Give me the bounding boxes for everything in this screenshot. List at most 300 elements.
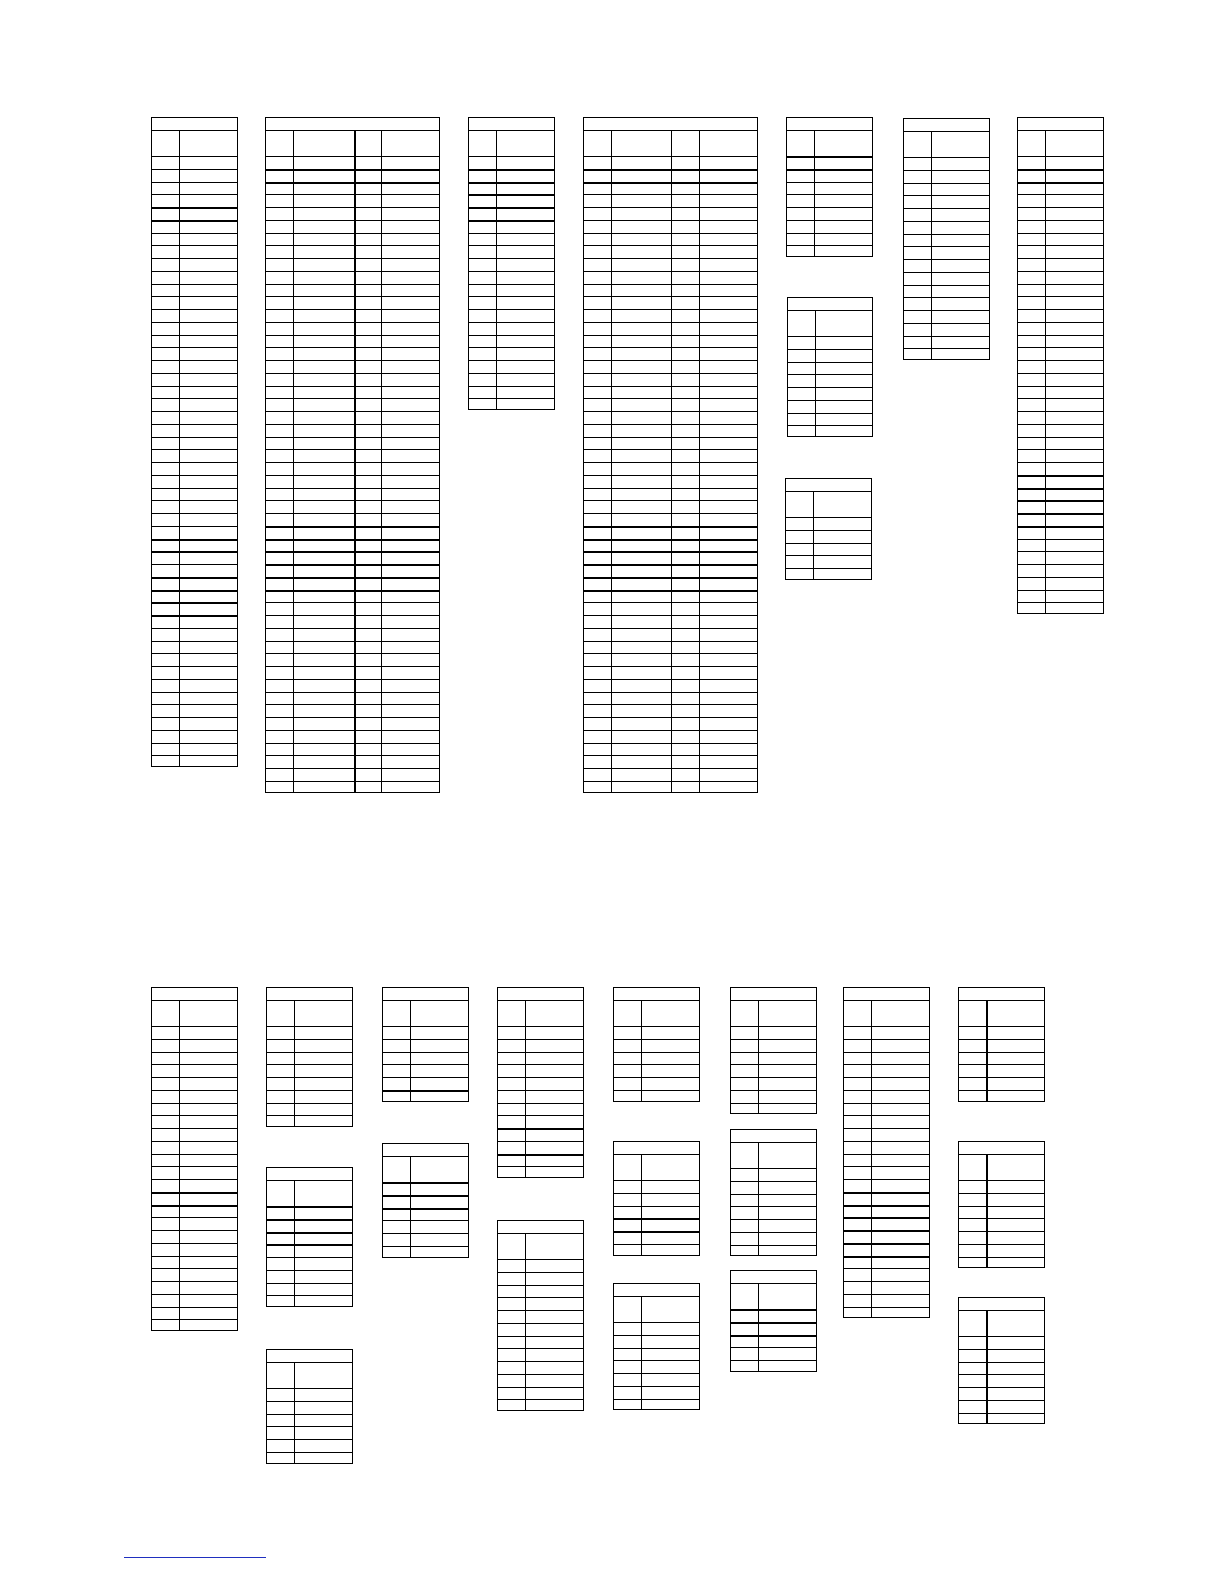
table-title-row	[152, 118, 237, 131]
table-title-row	[614, 988, 699, 1001]
table-row	[904, 259, 989, 273]
table-row	[152, 1154, 237, 1168]
table-row	[844, 1268, 929, 1282]
table-title-row	[267, 1350, 352, 1363]
table-row	[1018, 373, 1103, 387]
table-row	[788, 349, 872, 363]
table-row	[267, 1039, 352, 1053]
table-row	[152, 373, 237, 387]
table-row	[267, 1090, 352, 1104]
table-row	[266, 245, 439, 259]
table-row	[788, 374, 872, 388]
bottom-table-9	[613, 987, 700, 1102]
table-row	[1018, 526, 1103, 540]
table-row	[844, 1026, 929, 1040]
table-row	[152, 462, 237, 476]
table-row	[731, 1155, 816, 1169]
table-row	[788, 413, 872, 427]
table-row	[469, 271, 554, 285]
table-row	[498, 1246, 583, 1260]
table-row	[584, 398, 757, 412]
table-row	[152, 1166, 237, 1180]
table-row	[469, 143, 554, 157]
table-row	[1018, 182, 1103, 196]
table-row	[498, 1323, 583, 1337]
table-row	[584, 628, 757, 642]
table-row	[844, 1064, 929, 1078]
table-row	[959, 1387, 1044, 1401]
table-row	[584, 309, 757, 323]
top-table-4	[583, 117, 758, 793]
table-title-row	[267, 988, 352, 1001]
table-row	[266, 615, 439, 629]
table-row	[731, 1052, 816, 1066]
table-row	[266, 462, 439, 476]
table-row	[498, 1039, 583, 1053]
table-row	[904, 297, 989, 311]
table-row	[152, 169, 237, 183]
table-row	[152, 551, 237, 565]
table-row	[152, 233, 237, 247]
table-row	[584, 462, 757, 476]
table-row	[498, 1090, 583, 1104]
table-row	[1018, 551, 1103, 565]
table-row	[266, 602, 439, 616]
table-row	[152, 335, 237, 349]
table-row	[904, 310, 989, 324]
table-row	[266, 666, 439, 680]
table-row	[731, 1181, 816, 1195]
table-row	[844, 1090, 929, 1104]
table-row	[959, 1400, 1044, 1414]
table-row	[904, 157, 989, 171]
table-row	[584, 411, 757, 425]
table-row	[498, 1154, 583, 1168]
table-row	[1018, 296, 1103, 310]
table-row	[152, 360, 237, 374]
table-row	[584, 488, 757, 502]
table-title-row	[731, 1271, 816, 1284]
table-row	[152, 322, 237, 336]
table-row	[904, 246, 989, 260]
table-row	[787, 182, 872, 196]
table-title-row	[959, 1142, 1044, 1155]
table-row	[614, 1373, 699, 1387]
table-row	[266, 220, 439, 234]
table-row	[844, 1256, 929, 1270]
bottom-table-4	[266, 1349, 353, 1464]
table-row	[266, 437, 439, 451]
table-row	[584, 347, 757, 361]
table-row	[614, 1322, 699, 1336]
table-row	[469, 373, 554, 387]
table-row	[959, 1244, 1044, 1258]
table-row	[787, 207, 872, 221]
table-row	[152, 743, 237, 757]
table-row	[152, 679, 237, 693]
table-row	[266, 143, 439, 157]
table-title-row	[383, 988, 468, 1001]
table-title-row	[1018, 118, 1103, 131]
bottom-table-12	[730, 987, 817, 1114]
table-row	[614, 1335, 699, 1349]
table-row	[1018, 347, 1103, 361]
table-row	[904, 195, 989, 209]
table-row	[152, 615, 237, 629]
bottom-table-16	[958, 987, 1045, 1102]
table-row	[904, 170, 989, 184]
table-title-row	[787, 118, 872, 131]
table-row	[152, 641, 237, 655]
table-row	[152, 653, 237, 667]
table-row	[152, 500, 237, 514]
table-row	[904, 208, 989, 222]
top-table-3	[468, 117, 555, 410]
table-title-row	[786, 479, 871, 492]
table-row	[152, 1115, 237, 1129]
table-row	[266, 386, 439, 400]
table-row	[614, 1360, 699, 1374]
table-row	[584, 322, 757, 336]
table-row	[266, 258, 439, 272]
table-row	[1018, 143, 1103, 157]
table-row	[1018, 309, 1103, 323]
table-title-row	[731, 1130, 816, 1143]
top-table-6	[787, 297, 873, 437]
table-row	[152, 386, 237, 400]
table-row	[498, 1259, 583, 1273]
table-row	[266, 755, 439, 769]
table-row	[1018, 386, 1103, 400]
table-row	[1018, 564, 1103, 578]
table-row	[959, 1013, 1044, 1027]
table-row	[1018, 577, 1103, 591]
table-row	[266, 692, 439, 706]
table-row	[731, 1206, 816, 1220]
table-row	[267, 1388, 352, 1402]
table-row	[584, 360, 757, 374]
table-row	[267, 1426, 352, 1440]
table-row	[787, 194, 872, 208]
table-row	[266, 373, 439, 387]
table-row	[1018, 207, 1103, 221]
table-row	[584, 730, 757, 744]
table-row	[584, 717, 757, 731]
table-row	[844, 1039, 929, 1053]
table-row	[152, 717, 237, 731]
table-row	[844, 1103, 929, 1117]
table-row	[584, 182, 757, 196]
table-row	[584, 284, 757, 298]
table-row	[498, 1387, 583, 1401]
table-row	[498, 1026, 583, 1040]
bottom-table-5	[382, 987, 469, 1102]
bottom-table-8	[497, 1220, 584, 1411]
table-row	[614, 1013, 699, 1027]
table-row	[469, 322, 554, 336]
table-row	[904, 144, 989, 158]
table-row	[469, 296, 554, 310]
table-row	[959, 1064, 1044, 1078]
table-row	[1018, 233, 1103, 247]
table-row	[959, 1336, 1044, 1350]
table-row	[266, 743, 439, 757]
table-row	[1018, 194, 1103, 208]
table-row	[731, 1013, 816, 1027]
table-row	[267, 1270, 352, 1284]
table-row	[788, 336, 872, 350]
table-row	[786, 530, 871, 544]
table-row	[731, 1232, 816, 1246]
table-row	[266, 500, 439, 514]
table-row	[266, 449, 439, 463]
table-row	[152, 1205, 237, 1219]
table-row	[584, 653, 757, 667]
table-row	[267, 1375, 352, 1389]
table-row	[498, 1336, 583, 1350]
table-row	[584, 449, 757, 463]
table-row	[266, 360, 439, 374]
table-row	[152, 1039, 237, 1053]
table-row	[788, 387, 872, 401]
footer-rule	[124, 1557, 266, 1558]
table-row	[152, 156, 237, 170]
table-row	[584, 704, 757, 718]
table-row	[584, 233, 757, 247]
table-title-row	[788, 298, 872, 311]
table-row	[844, 1013, 929, 1027]
table-row	[152, 1090, 237, 1104]
table-title-row	[266, 118, 439, 131]
table-row	[1018, 398, 1103, 412]
table-row	[498, 1052, 583, 1066]
table-row	[266, 679, 439, 693]
table-row	[498, 1128, 583, 1142]
table-row	[614, 1026, 699, 1040]
table-row	[959, 1167, 1044, 1181]
table-row	[584, 641, 757, 655]
table-row	[731, 1168, 816, 1182]
table-row	[904, 221, 989, 235]
table-row	[266, 182, 439, 196]
table-row	[267, 1103, 352, 1117]
table-title-row	[614, 1142, 699, 1155]
table-row	[469, 309, 554, 323]
table-row	[469, 335, 554, 349]
table-row	[787, 220, 872, 234]
table-row	[614, 1039, 699, 1053]
table-row	[498, 1077, 583, 1091]
table-row	[152, 245, 237, 259]
table-row	[152, 1243, 237, 1257]
table-row	[383, 1220, 468, 1234]
table-row	[152, 666, 237, 680]
table-row	[904, 234, 989, 248]
table-row	[584, 437, 757, 451]
table-row	[267, 1026, 352, 1040]
table-row	[152, 1230, 237, 1244]
bottom-table-18	[958, 1297, 1045, 1424]
table-row	[266, 488, 439, 502]
table-row	[383, 1039, 468, 1053]
table-row	[959, 1026, 1044, 1040]
table-row	[584, 245, 757, 259]
table-row	[498, 1272, 583, 1286]
table-title-row	[498, 988, 583, 1001]
table-row	[266, 590, 439, 604]
table-row	[959, 1374, 1044, 1388]
table-row	[584, 424, 757, 438]
table-row	[584, 500, 757, 514]
table-row	[152, 1294, 237, 1308]
table-row	[731, 1347, 816, 1361]
bottom-table-11	[613, 1283, 700, 1410]
table-row	[584, 679, 757, 693]
table-row	[1018, 322, 1103, 336]
table-row	[959, 1206, 1044, 1220]
table-row	[844, 1294, 929, 1308]
table-row	[584, 755, 757, 769]
table-row	[614, 1180, 699, 1194]
table-row	[266, 704, 439, 718]
table-row	[1018, 335, 1103, 349]
table-row	[266, 628, 439, 642]
table-row	[584, 666, 757, 680]
table-row	[614, 1167, 699, 1181]
table-row	[614, 1064, 699, 1078]
table-row	[383, 1077, 468, 1092]
table-title-row	[614, 1284, 699, 1297]
table-row	[584, 296, 757, 310]
table-row	[1018, 245, 1103, 259]
table-row	[584, 373, 757, 387]
table-row	[267, 1414, 352, 1428]
bottom-table-13	[730, 1129, 817, 1256]
table-row	[266, 309, 439, 323]
table-row	[498, 1297, 583, 1311]
table-row	[152, 1064, 237, 1078]
table-row	[844, 1154, 929, 1168]
table-row	[152, 1281, 237, 1295]
table-row	[904, 272, 989, 286]
table-row	[266, 398, 439, 412]
top-table-2	[265, 117, 440, 793]
table-row	[266, 424, 439, 438]
table-row	[267, 1257, 352, 1271]
table-row	[787, 233, 872, 247]
table-row	[959, 1231, 1044, 1245]
table-row	[267, 1283, 352, 1297]
top-table-7	[785, 478, 872, 580]
table-title-row	[152, 988, 237, 1001]
table-row	[469, 347, 554, 361]
table-row	[731, 1219, 816, 1233]
table-row	[959, 1349, 1044, 1363]
table-row	[498, 1013, 583, 1027]
table-row	[498, 1361, 583, 1375]
table-row	[788, 323, 872, 337]
table-row	[266, 347, 439, 361]
table-row	[731, 1026, 816, 1040]
table-row	[614, 1231, 699, 1245]
table-row	[152, 704, 237, 718]
table-row	[152, 730, 237, 744]
table-row	[844, 1141, 929, 1155]
table-row	[266, 207, 439, 221]
table-row	[614, 1077, 699, 1091]
table-row	[844, 1166, 929, 1180]
table-row	[152, 1307, 237, 1321]
table-row	[266, 296, 439, 310]
table-row	[498, 1348, 583, 1362]
table-row	[267, 1401, 352, 1415]
table-row	[266, 730, 439, 744]
table-row	[584, 692, 757, 706]
table-row	[787, 169, 872, 183]
table-row	[152, 1217, 237, 1231]
table-title-row	[904, 119, 989, 132]
table-row	[584, 743, 757, 757]
table-row	[1018, 411, 1103, 425]
table-row	[267, 1013, 352, 1027]
table-row	[266, 194, 439, 208]
table-row	[152, 398, 237, 412]
bottom-table-1	[151, 987, 238, 1331]
table-row	[469, 233, 554, 247]
table-row	[844, 1077, 929, 1091]
table-row	[1018, 539, 1103, 553]
table-row	[152, 347, 237, 361]
table-row	[152, 1141, 237, 1155]
table-row	[1018, 590, 1103, 604]
table-row	[383, 1052, 468, 1066]
bottom-table-10	[613, 1141, 700, 1256]
table-row	[152, 1052, 237, 1066]
table-row	[731, 1039, 816, 1053]
table-title-row	[267, 1168, 352, 1181]
table-row	[731, 1064, 816, 1078]
table-row	[267, 1244, 352, 1258]
table-row	[904, 285, 989, 299]
table-row	[959, 1362, 1044, 1376]
table-row	[844, 1052, 929, 1066]
table-row	[469, 245, 554, 259]
top-table-8	[903, 118, 990, 360]
table-row	[267, 1052, 352, 1066]
table-row	[1018, 284, 1103, 298]
table-row	[584, 768, 757, 782]
table-row	[844, 1115, 929, 1129]
table-row	[584, 475, 757, 489]
table-title-row	[959, 988, 1044, 1001]
table-row	[788, 400, 872, 414]
table-row	[152, 1268, 237, 1282]
table-row	[1018, 449, 1103, 463]
table-row	[267, 1077, 352, 1091]
bottom-table-15	[843, 987, 930, 1318]
table-title-row	[959, 1298, 1044, 1311]
table-row	[1018, 360, 1103, 374]
table-row	[498, 1374, 583, 1388]
table-row	[584, 143, 757, 157]
table-row	[786, 517, 871, 531]
bottom-table-6	[382, 1143, 469, 1258]
table-row	[498, 1285, 583, 1299]
table-row	[786, 555, 871, 569]
table-row	[152, 513, 237, 527]
table-row	[152, 475, 237, 489]
table-row	[266, 641, 439, 655]
